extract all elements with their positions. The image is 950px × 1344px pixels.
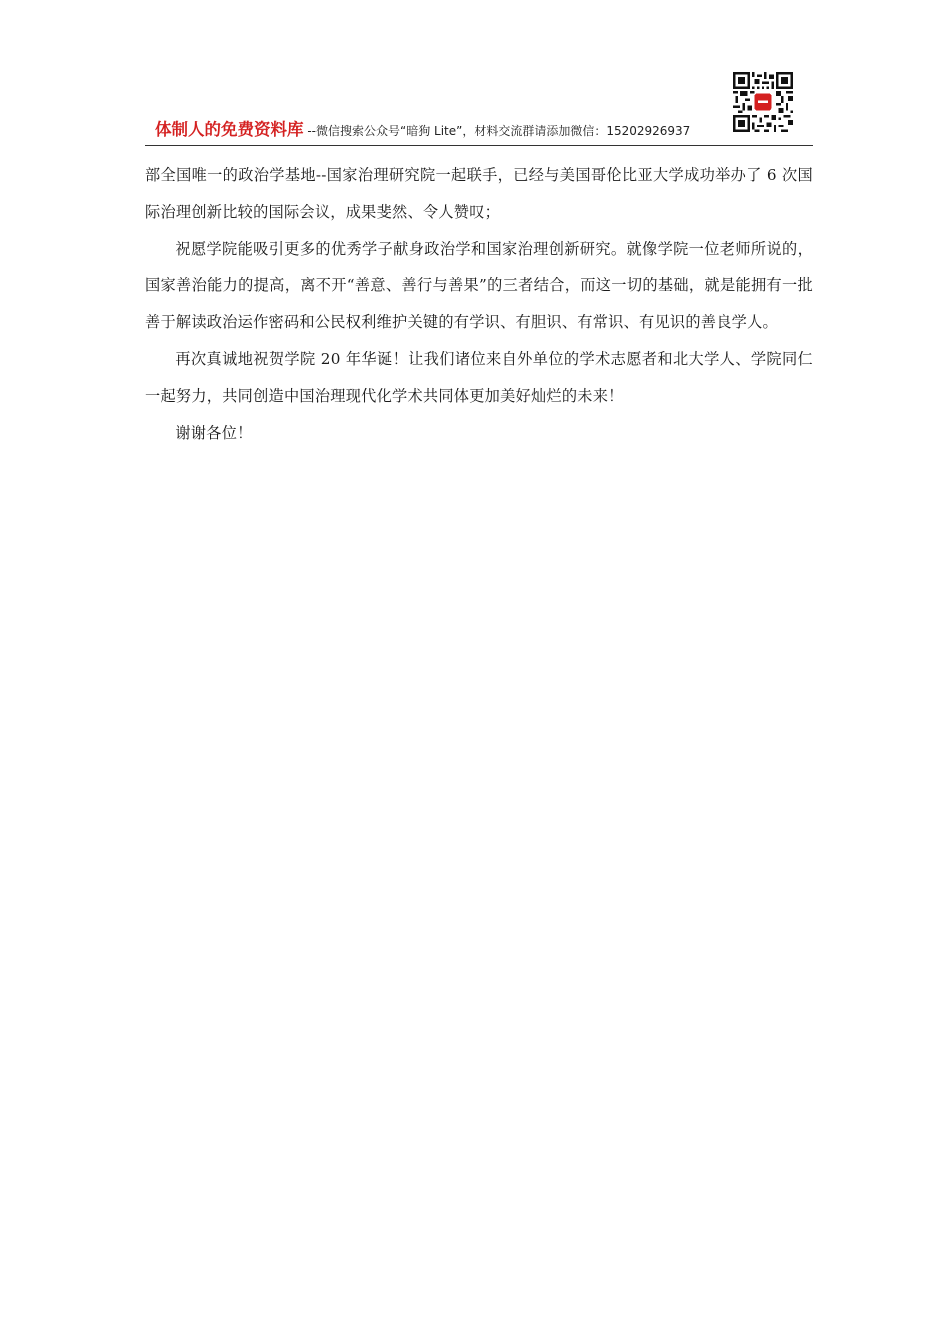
header-tagline: --微信搜索公众号“暗狗 Lite”，材料交流群请添加微信：15202926937 [303,124,691,138]
paragraph: 再次真诚地祝贺学院 20 年华诞！让我们诸位来自外单位的学术志愿者和北大学人、学院同仁一起努力，共同创造中国治理现代化学术共同体更加美好灿烂的未来！ [145,349,813,405]
header-text [155,116,690,140]
page-header [145,70,813,146]
brand-title: 体制人的免费资料库 [155,120,304,139]
document-body [145,157,813,451]
paragraph: 谢谢各位！ [175,423,253,442]
header-divider [145,145,813,146]
paragraph: 部全国唯一的政治学基地--国家治理研究院一起联手，已经与美国哥伦比亚大学成功举办了 6 次国际治理创新比较的国际会议，成果斐然、令人赞叹； [145,166,813,221]
qr-code-icon [733,72,793,132]
paragraph: 祝愿学院能吸引更多的优秀学子献身政治学和国家治理创新研究。就像学院一位老师所说的，国家善治能力的提高，离不开“善意、善行与善果”的三者结合，而这一切的基础，就是能拥有一批善于解读政治运作密码和公民权利维护关键的有学识、有胆识、有常识、有见识的善良学人。 [145,239,813,332]
